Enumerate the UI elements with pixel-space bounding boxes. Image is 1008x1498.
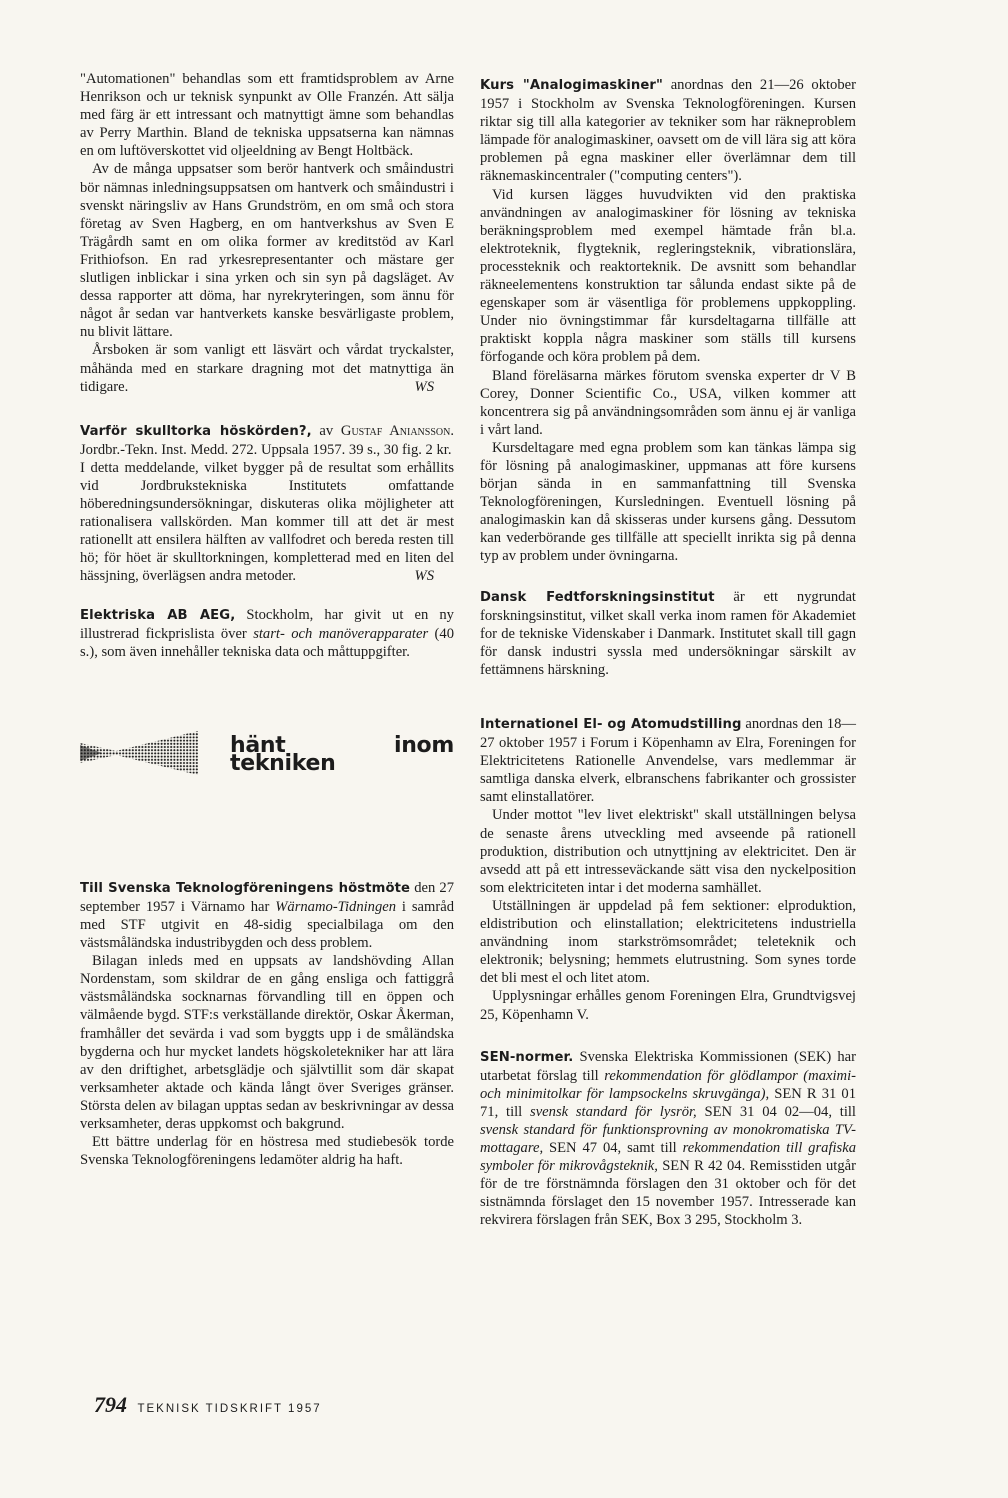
paragraph (480, 588, 856, 679)
article-heading: Kurs "Analogimaskiner" (480, 78, 663, 93)
dotted-cone-icon (80, 723, 210, 783)
banner-title: hänt inom tekniken (230, 732, 454, 776)
paragraph (480, 1048, 856, 1230)
author: Gustaf Aniansson (340, 422, 451, 439)
article-heading: Dansk Fedtforskningsinstitut (480, 589, 715, 605)
paragraph: Vid kursen lägges huvudvikten vid den praktiska användningen av analogimaskiner för lösning av tekniska beräkningsproblem med exempel hämtade från bl.a. elektroteknik, flygteknik, regleringsteknik, vibrationslära, processteknik och reaktorteknik. De avsnitt som behandlar räkneelementens konstruktion tar sålunda endast sikte på de egenskaper som är väsentliga för problemens uppkoppling. Under nio övningstimmar får kursdeltagarna tillfälle att praktiskt koppla några maskiner som ställs till kursens förfogande och köra problem på dem. (480, 186, 856, 366)
paragraph (80, 341, 454, 395)
paragraph (80, 606, 454, 661)
article-aeg (80, 606, 454, 661)
text-italic: svensk standard för lysrör, (530, 1103, 697, 1120)
citation: . Jordbr.-Tekn. Inst. Medd. 272. Uppsala 1957. 39 s., 30 fig. 2 kr. (80, 422, 454, 458)
page-number: 794 (94, 1392, 127, 1417)
journal-title: TEKNISK TIDSKRIFT 1957 (137, 1403, 322, 1415)
text: (40 s.), som även innehåller tekniska data och måttuppgifter. (80, 625, 454, 660)
article-heading: Till Svenska Teknologföreningens höstmöte (80, 880, 411, 896)
article-heading: SEN-normer. (480, 1049, 574, 1065)
signature: WS (414, 378, 434, 395)
paragraph (80, 879, 454, 952)
paragraph: Kursdeltagare med egna problem som kan tänkas lämpa sig för lösning på analogimaskiner, uppmanas att före kursens början sända in en sammanfattning till Svenska Teknologföreningen, Kursledningen. Eventuell lösning på analogimaskin kan då skisseras under kursens gång. Dessutom kan vederbörande ges tillfälle att speciellt inrikta sig på denna typ av problem under övningarna. (480, 439, 856, 565)
text: i samråd med STF utgivit en 48-sidig specialbilaga om den västsmåländska industribygden och dess problem. (80, 898, 455, 952)
article-heading: Varför skulltorka höskörden?, (80, 423, 312, 439)
text-italic: rekommendation för glödlampor (maximi- och minimitolkar för lampsockelns skruvgänga), (480, 1067, 856, 1102)
article-heading: Elektriska AB AEG, (80, 607, 236, 623)
text: den 27 september 1957 i Värnamo har (80, 879, 454, 915)
paragraph: "Automationen" behandlas som ett framtidsproblem av Arne Henrikson och ur teknisk synpunkt av Olle Franzén. Att sälja med färg är ett intressant och matnyttigt ämne som behandlas av Perry Marthin. Bland de tekniska uppsatserna kan nämnas en om luftöverskottet vid oljeeldning av Bengt Holtbäck. (80, 71, 454, 160)
paragraph: Ett bättre underlag för en höstresa med studiebesök torde Svenska Teknologföreningens ledamöter aldrig ha haft. (80, 1134, 454, 1169)
text-italic: start- och manöverapparater (253, 625, 429, 642)
article-skulltorka (80, 422, 454, 586)
section-banner (80, 723, 454, 783)
text: SEN 31 04 02—04, till (696, 1103, 856, 1120)
article-header (80, 422, 454, 459)
text: SEN 47 04, samt till (543, 1140, 683, 1157)
paragraph: Bilagan inleds med en uppsats av landshövding Allan Nordenstam, som skildrar de en gång ensliga och fattiggrå västsmåländska socknarnas förvandling till en öppen och välmående bygd. STF:s verkställande direktör, Oskar Åkerman, framhåller det sevärda i vad som byggts upp i de småländska bygderna och hur mycket landets högskoletekniker har att lära av den driftighet, arbetsglädje och självtillit som där skapat verksamheter aktade och kända långt över Sveriges gränser. Största delen av bilagan upptas sedan av beskrivningar av dessa verksamheter, deras uppkomst och bakgrund. (80, 953, 454, 1133)
paragraph (480, 76, 856, 186)
paragraph: Upplysningar erhålles genom Foreningen Elra, Grundtvigsvej 25, Köpenhamn V. (480, 988, 856, 1023)
paragraph: Utställningen är uppdelad på fem sektioner: elproduktion, eldistribution och elinstallation; elektricitetens industriella användning inom starkströmsområdet; teleteknik och elektronik; belysning; hemmets elutrustning. Som synes torde det bli mest el och litet atom. (480, 897, 856, 987)
paragraph-text: I detta meddelande, vilket bygger på de resultat som erhållits vid Jordbrukstekniska Institutets omfattande höberedningsundersökningar, diskuteras olika möjligheter att rationalisera vallskörden. Man kommer till att det är mest rationellt att ensilera hälften av vallfodret och bereda resten till hö; för höet är skulltorkningen, kompletterad med en liten del hässjning, överlägsen andra metoder. (80, 459, 454, 585)
text: anordnas den 18—27 oktober 1957 i Forum i Köpenhamn av Elra, Foreningen for Elektricitetens Rationelle Anvendelse, vars medlemmar är samtliga danska elverk, elbranschens fabrikanter och grossister samt elinstallatörer. (480, 716, 856, 806)
article-sen (480, 1048, 856, 1230)
paragraph (480, 715, 856, 806)
text: Svenska Elektriska Kommissionen (SEK) har utarbetat förslag till (480, 1048, 856, 1084)
text: är ett nygrundat forskningsinstitut, vilket skall verka inom ramen för Akademiet for de tekniske Videnskaber i Danmark. Institutet skall till gagn för dansk industri syssla med undersökningar särskilt av fettämnens härskning. (480, 588, 856, 678)
text: SEN R 42 04. Remisstiden utgår för de tre förstnämnda förslagen den 31 oktober och för det sistnämnda förslaget den 15 november 1957. Intresserade kan rekvirera förslagen från SEK, Box 3 295, Stockholm 3. (480, 1158, 856, 1229)
left-column (80, 70, 454, 1191)
article-arsbok (80, 70, 454, 396)
paragraph-text: Årsboken är som vanligt ett läsvärt och vårdat tryckalster, måhända med en starkare dragning mot det matnyttiga än tidigare. (80, 342, 454, 395)
article-hostmote (80, 879, 454, 1170)
text-italic: rekommendation till grafiska symboler för mikrovågsteknik, (480, 1140, 857, 1175)
byline-prefix: av (319, 422, 334, 439)
right-column (480, 76, 856, 1252)
text-italic: svensk standard för funktionsprovning av monokromatiska TV-mottagare, (480, 1121, 856, 1157)
paragraph: Bland föreläsarna märkes förutom svenska experter dr V B Corey, Donner Scientific Co., USA, vilken kommer att koncentrera sig på användningsområden som ännu ej är vanliga i vårt land. (480, 367, 856, 438)
page-footer (94, 1392, 322, 1418)
article-heading: Internationel El- og Atomudstilling (480, 717, 742, 732)
article-kurs (480, 76, 856, 566)
article-elra (480, 715, 856, 1024)
text: SEN R 31 01 71, till (480, 1085, 856, 1120)
text-italic: Wärnamo-Tidningen (275, 898, 397, 915)
paragraph: Av de många uppsatser som berör hantverk och småindustri bör nämnas inledningsuppsatsen om hantverk och småindustri i svenskt näringsliv av Hans Grundström, en om små och stora företag av Sven Hagberg, en om hantverkshus av Sven E Trägårdh samt en om olika former av kreditstöd av Karl Frithiofson. En rad yrkesrepresentanter och mästare ger slutligen inblickar i sina yrken och sin syn på dagsläget. Av dessa rapporter att döma, har nyrekryteringen, som ännu för något år sedan var hantverkets kanske besvärligaste problem, nu blivit lättare. (80, 161, 454, 341)
paragraph: Under mottot "lev livet elektriskt" skall utställningen belysa de senaste årens utveckling med avseende på rationell produktion, distribution och utnyttjning av elektricitet. Den är avsedd att på ett intresseväckande sätt visa den nyckelposition som elektriciteten intar i det moderna samhället. (480, 807, 856, 896)
text: anordnas den 21—26 oktober 1957 i Stockholm av Svenska Teknologföreningen. Kursen riktar sig till alla kategorier av tekniker som har räkneproblem lämpade för analogimaskiner, oavsett om de vill lära sig att köra problemen på egna maskiner eller överlämnar dem till räknemaskincentraler ("computing centers"). (480, 77, 856, 185)
article-dansk (480, 588, 856, 679)
signature: WS (414, 568, 434, 585)
text: Stockholm, har givit ut en ny illustrerad fickprislista över (80, 606, 454, 642)
paragraph (80, 459, 454, 586)
